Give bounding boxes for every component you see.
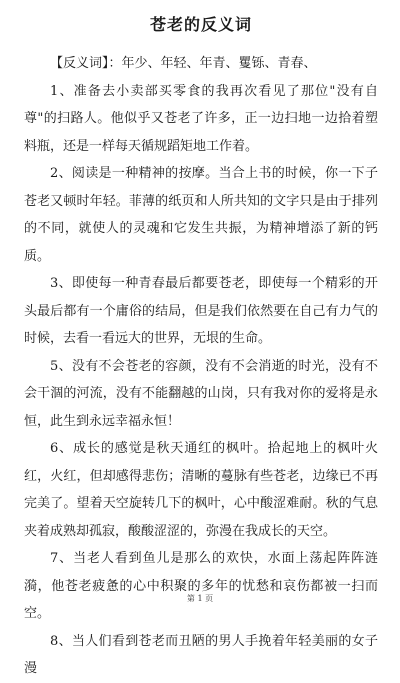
paragraph-6: 6、成长的感觉是秋天通红的枫叶。拾起地上的枫叶火红，火红，但却感得悲伤；清晰的蔓脉有些苍老，边缘已不再完美了。望着天空旋转几下的枫叶，心中酸涩难耐。秋的气息夹着成熟却孤寂，酸酸涩涩的，弥漫在我成长的天空。 — [24, 441, 378, 539]
paragraph-2: 2、阅读是一种精神的按摩。当合上书的时候，你一下子苍老又顿时年轻。菲薄的纸页和人所共知的文字只是由于排列的不同，就使人的灵魂和它发生共振，为精神增添了新的钙质。 — [24, 166, 378, 264]
paragraph-7: 7、当老人看到鱼儿是那么的欢快，水面上荡起阵阵涟漪，他苍老疲惫的心中积聚的多年的忧愁和哀伤都被一扫而空。 — [24, 551, 378, 621]
paragraph-1: 1、准备去小卖部买零食的我再次看见了那位"没有自尊"的扫路人。他似乎又苍老了许多，正一边扫地一边拾着塑料瓶，还是一样每天循规蹈矩地工作着。 — [24, 83, 378, 154]
paragraph-3: 3、即使每一种青春最后都要苍老，即使每一个精彩的开头最后都有一个庸俗的结局，但是我们依然要在自己有力气的时候，去看一看远大的世界，无垠的生命。 — [24, 276, 378, 346]
paragraph-8: 8、当人们看到苍老而丑陋的男人手挽着年轻美丽的女子漫 — [24, 633, 378, 676]
paragraph-5: 5、没有不会苍老的容颜，没有不会消逝的时光，没有不会干涸的河流，没有不能翻越的山岗，只有我对你的爱将是永恒，此生到永远幸福永恒！ — [24, 358, 378, 429]
document-body — [24, 50, 378, 683]
page-number: 第 1 页 — [186, 594, 214, 603]
document-title: 苍老的反义词 — [149, 15, 252, 34]
paragraph-antonyms: 【反义词】：年少、年轻、年青、矍铄、青春、 — [50, 56, 317, 71]
